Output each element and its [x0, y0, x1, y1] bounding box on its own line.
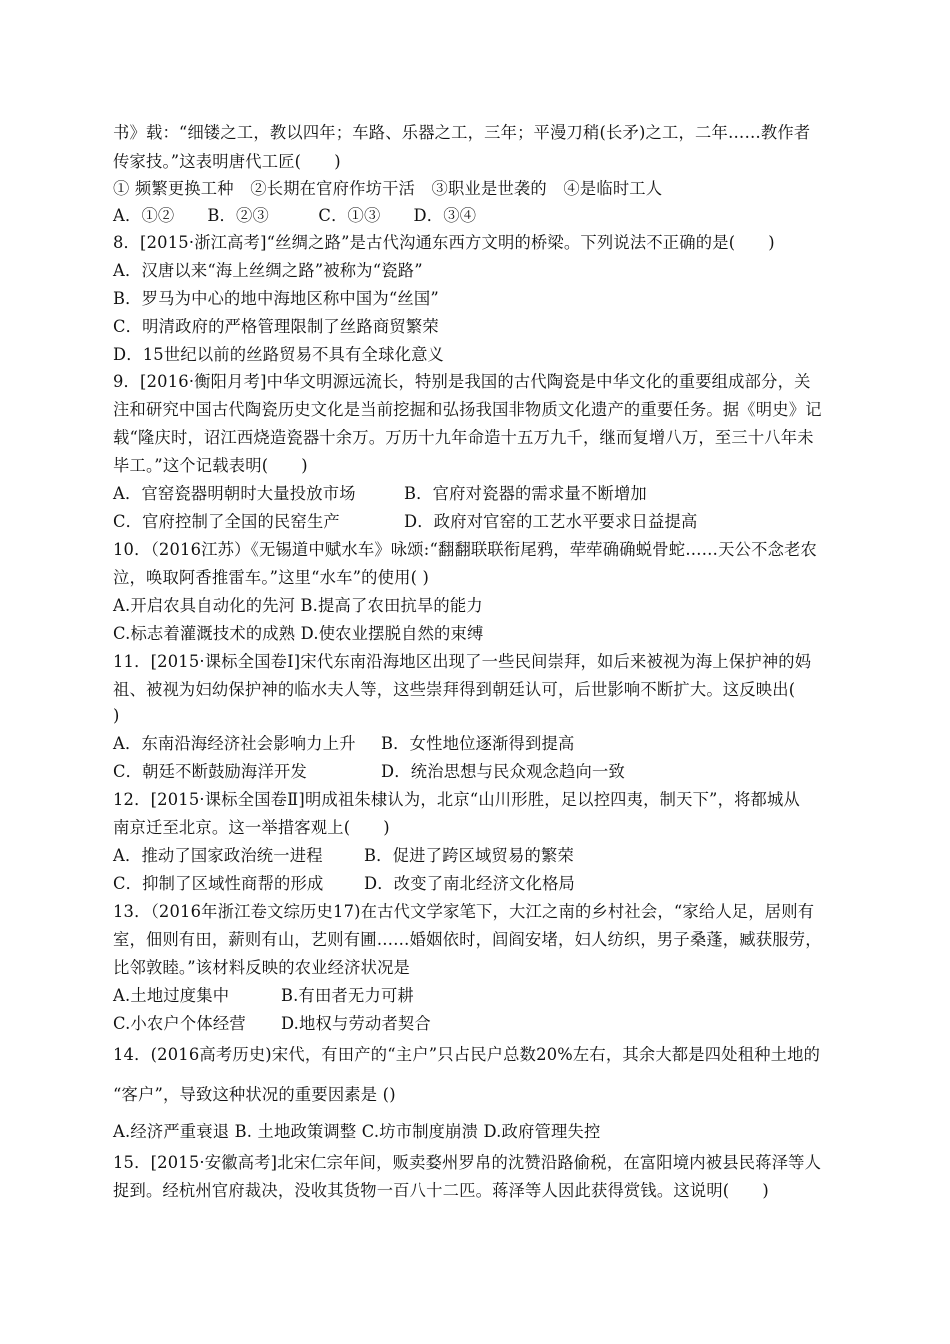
- q12-option-d: D．改变了南北经济文化格局: [364, 874, 576, 893]
- q13-option-d: D.地权与劳动者契合: [281, 1014, 431, 1033]
- q12-option-c: C．抑制了区域性商帮的形成: [113, 874, 324, 893]
- q13-option-b: B.有田者无力可耕: [281, 986, 414, 1005]
- q9-stem-line1: 9．[2016·衡阳月考]中华文明源远流长，特别是我国的古代陶瓷是中华文化的重要组成部分，关: [113, 372, 811, 391]
- q9-stem-line2: 注和研究中国古代陶瓷历史文化是当前挖掘和弘扬我国非物质文化遗产的重要任务。据《明史》记: [113, 400, 822, 419]
- q11-stem-line2: 祖、被视为妇幼保护神的临水夫人等，这些崇拜得到朝廷认可，后世影响不断扩大。这反映出(: [113, 680, 796, 699]
- q11-stem-line1: 11．[2015·课标全国卷Ⅰ]宋代东南沿海地区出现了一些民间崇拜，如后来被视为海上保护神的妈: [113, 652, 812, 671]
- q7-stem-line1: 书》载：“细镂之工，教以四年；车路、乐器之工，三年；平漫刀稍(长矛)之工，二年……教作者: [113, 123, 811, 142]
- q8-option-b: B．罗马为中心的地中海地区称中国为“丝国”: [113, 289, 439, 308]
- q9-option-d: D．政府对官窑的工艺水平要求日益提高: [404, 512, 698, 531]
- q13-option-a: A.土地过度集中: [113, 986, 230, 1005]
- q9-option-c: C．官府控制了全国的民窑生产: [113, 512, 340, 531]
- q11-option-b: B．女性地位逐渐得到提高: [381, 734, 575, 753]
- q11-option-c: C．朝廷不断鼓励海洋开发: [113, 762, 307, 781]
- q8-option-a: A．汉唐以来“海上丝绸之路”被称为“瓷路”: [113, 261, 423, 280]
- q13-stem-line1: 13．（2016年浙江卷文综历史17)在古代文学家笔下，大江之南的乡村社会，“家给人足，居则有: [113, 902, 815, 921]
- q14-options: A.经济严重衰退 B. 土地政策调整 C.坊市制度崩溃 D.政府管理失控: [113, 1122, 601, 1141]
- q15-stem-line1: 15．[2015·安徽高考]北宋仁宗年间，贩卖婺州罗帛的沈赞沿路偷税，在富阳境内被县民蒋泽等人: [113, 1153, 822, 1172]
- q12-stem-line1: 12．[2015·课标全国卷Ⅱ]明成祖朱棣认为，北京“山川形胜，足以控四夷，制天下”，将都城从: [113, 790, 800, 809]
- q14-stem-line1: 14．(2016高考历史)宋代，有田产的“主户”只占民户总数20%左右，其余大都是四处租种土地的: [113, 1045, 821, 1064]
- q13-stem-line3: 比邻敦睦。”该材料反映的农业经济状况是: [113, 958, 411, 977]
- q15-stem-line2: 捉到。经杭州官府裁决，没收其货物一百八十二匹。蒋泽等人因此获得赏钱。这说明( ): [113, 1181, 769, 1200]
- q10-options-ab: A.开启农具自动化的先河 B.提高了农田抗旱的能力: [113, 596, 483, 615]
- q9-stem-line4: 毕工。”这个记载表明( ): [113, 456, 308, 475]
- q7-statements: ① 频繁更换工种 ②长期在官府作坊干活 ③职业是世袭的 ④是临时工人: [113, 179, 663, 198]
- q14-stem-line2: “客户”，导致这种状况的重要因素是 (): [113, 1085, 396, 1104]
- q13-option-c: C.小农户个体经营: [113, 1014, 246, 1033]
- q7-stem-line2: 传家技。”这表明唐代工匠( ): [113, 152, 341, 171]
- q11-option-d: D．统治思想与民众观念趋向一致: [381, 762, 625, 781]
- q8-stem: 8．[2015·浙江高考]“丝绸之路”是古代沟通东西方文明的桥梁。下列说法不正确的是( ): [113, 233, 775, 252]
- q12-stem-line2: 南京迁至北京。这一举措客观上( ): [113, 818, 390, 837]
- q8-option-d: D．15世纪以前的丝路贸易不具有全球化意义: [113, 345, 445, 364]
- q9-option-a: A．官窑瓷器明朝时大量投放市场: [113, 484, 356, 503]
- q12-option-b: B．促进了跨区域贸易的繁荣: [364, 846, 574, 865]
- q10-stem-line2: 泣，唤取阿香推雷车。”这里“水车”的使用( ): [113, 568, 430, 587]
- q11-option-a: A．东南沿海经济社会影响力上升: [113, 734, 356, 753]
- q10-options-cd: C.标志着灌溉技术的成熟 D.使农业摆脱自然的束缚: [113, 624, 484, 643]
- q9-option-b: B．官府对瓷器的需求量不断增加: [404, 484, 647, 503]
- q7-options: A．①② B．②③ C．①③ D．③④: [113, 206, 477, 225]
- q9-stem-line3: 载“隆庆时，诏江西烧造瓷器十余万。万历十九年命造十五万九千，继而复增八万，至三十八年未: [113, 428, 814, 447]
- q13-stem-line2: 室，佃则有田，薪则有山，艺则有圃……婚姻依时，闾阎安堵，妇人纺织，男子桑蓬，臧获服劳，: [113, 930, 822, 949]
- q12-option-a: A．推动了国家政治统一进程: [113, 846, 323, 865]
- q10-stem-line1: 10．（2016江苏）《无锡道中赋水车》咏颂:“翻翻联联衔尾鸦，荦荦确确蜕骨蛇……天公不念老农: [113, 540, 818, 559]
- q11-stem-line3: ): [113, 706, 120, 725]
- q8-option-c: C．明清政府的严格管理限制了丝路商贸繁荣: [113, 317, 439, 336]
